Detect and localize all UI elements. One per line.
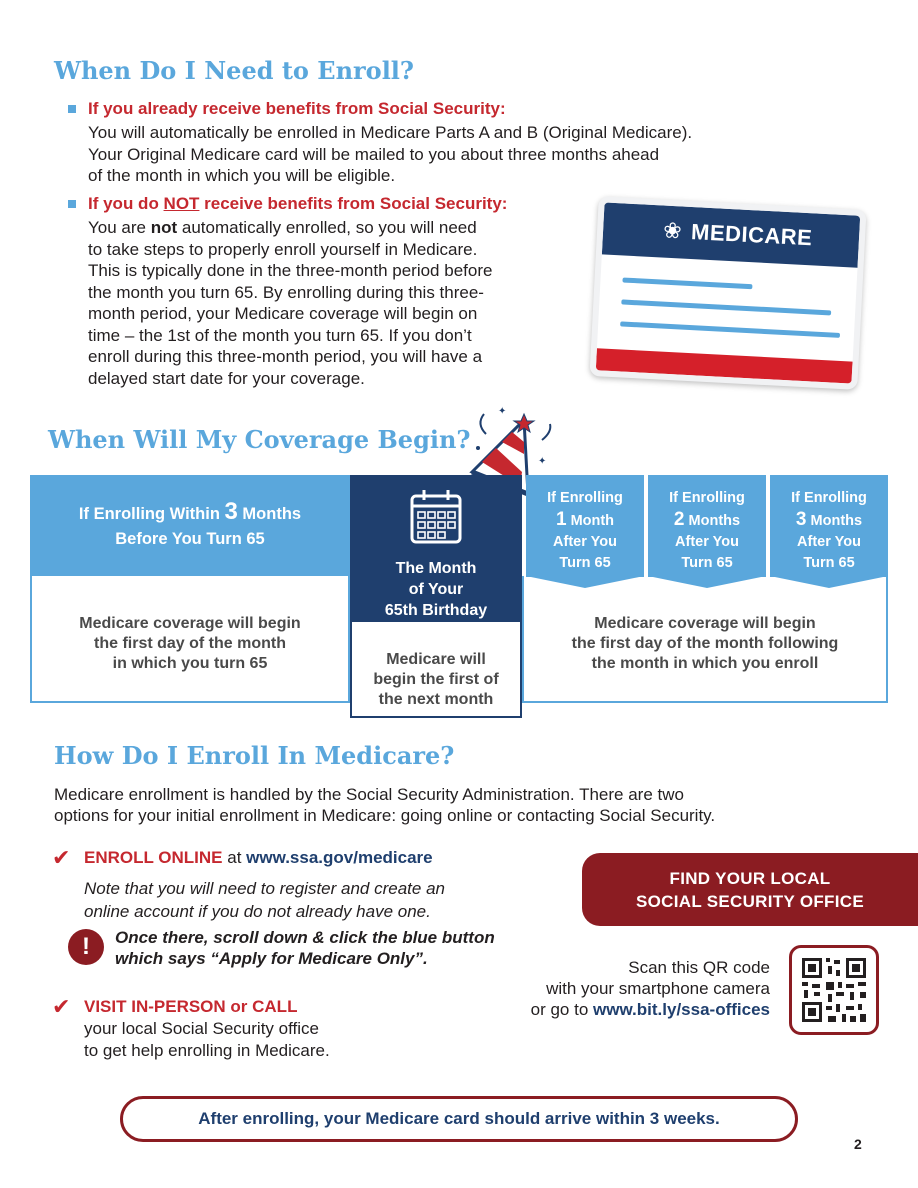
bullet2-heading-not: NOT: [163, 194, 200, 213]
enroll-online-line: [84, 848, 433, 868]
after65-3-header: [770, 475, 888, 577]
find-local-office-button[interactable]: [582, 853, 918, 926]
birthday-body-line: the next month: [378, 691, 494, 708]
bullet2-line1-pre: You are: [88, 218, 151, 237]
bullet1-text: [88, 122, 692, 187]
card-line: [620, 321, 840, 338]
bullet2-line: delayed start date for your coverage.: [88, 368, 365, 388]
bullet1-heading: If you already receive benefits from Social Security:: [88, 99, 506, 118]
after65-header-line: Turn 65: [681, 555, 733, 571]
section-title-coverage: When Will My Coverage Begin?: [48, 425, 471, 454]
bullet-icon: [68, 105, 76, 113]
after65-2-header: [648, 475, 766, 577]
bullet2-line: This is typically done in the three-month period before: [88, 261, 493, 280]
hhs-logo-icon: ❀: [662, 217, 683, 244]
bullet2-heading-pre: If you do: [88, 194, 164, 213]
qr-goto: or go to: [530, 1000, 594, 1019]
birthday-header-line: of Your: [408, 581, 464, 598]
bullet2-line: to take steps to properly enroll yourself in Medicare.: [88, 239, 478, 259]
before65-header-pre: If Enrolling Within: [78, 505, 225, 523]
after65-body-line: the month in which you enroll: [591, 655, 819, 672]
section-title-how-enroll: How Do I Enroll In Medicare?: [54, 741, 455, 770]
after65-header-unit: Month: [570, 513, 615, 529]
bullet2-line: enroll during this three-month period, you will have a: [88, 347, 483, 366]
visit-in-person: [84, 996, 330, 1062]
after65-arrows: [526, 576, 888, 590]
bullet2-line: [88, 217, 492, 239]
bullet2-line: month period, your Medicare coverage will begin on: [88, 304, 478, 323]
visit-line: your local Social Security office: [84, 1019, 319, 1038]
after65-header-line: Turn 65: [803, 555, 855, 571]
before65-body-line: the first day of the month: [94, 635, 286, 652]
before65-header-line2: Before You Turn 65: [115, 530, 265, 548]
enroll-online-label: ENROLL ONLINE: [84, 848, 223, 867]
before65-body-line: Medicare coverage will begin: [79, 615, 301, 632]
birthday-body-line: begin the first of: [373, 671, 499, 688]
find-button-line: SOCIAL SECURITY OFFICE: [636, 892, 864, 911]
qr-code: [789, 945, 879, 1035]
enroll-online-note: [84, 877, 445, 923]
bullet2-line: time – the 1st of the month you turn 65. If you don’t: [88, 325, 472, 345]
bullet1-line: Your Original Medicare card will be mailed to you about three months ahead: [88, 144, 660, 164]
before65-header: [30, 475, 350, 577]
alert-line: which says “Apply for Medicare Only”.: [115, 949, 428, 968]
section-title-enroll: When Do I Need to Enroll?: [54, 56, 414, 85]
checkmark-icon: ✔: [52, 845, 71, 870]
bullet2-line1-bold: not: [150, 218, 178, 237]
qr-instructions: [470, 957, 770, 1020]
intro-line: Medicare enrollment is handled by the Social Security Administration. There are two: [54, 785, 684, 804]
card-line: [622, 277, 752, 289]
after65-body: [522, 614, 888, 674]
before65-header-post: Months: [237, 505, 302, 523]
after65-header-line: After You: [797, 534, 861, 550]
card-line: [621, 299, 831, 315]
after65-1-header: [526, 475, 644, 577]
svg-text:✦: ✦: [538, 456, 547, 467]
qr-code-icon: [792, 948, 876, 1032]
bullet1-line: of the month in which you will be eligible.: [88, 166, 396, 185]
note-line: Note that you will need to register and create an: [84, 879, 445, 898]
bullet2-heading-post: receive benefits from Social Security:: [199, 194, 508, 213]
bullet2-line1-post: automatically enrolled, so you will need: [177, 218, 477, 237]
visit-label: VISIT IN-PERSON or CALL: [84, 997, 298, 1016]
after65-body-line: Medicare coverage will begin: [594, 615, 816, 632]
checkmark-icon: ✔: [52, 994, 71, 1019]
before65-body-line: in which you turn 65: [112, 655, 268, 672]
before65-body: [30, 614, 350, 674]
after65-header-unit: Months: [688, 513, 741, 529]
before65-header-num: 3: [224, 498, 238, 525]
medicare-card-illustration: [589, 196, 866, 390]
alert-icon: !: [68, 929, 104, 965]
alert-text: [115, 927, 495, 969]
enroll-online-at: at: [222, 848, 247, 867]
visit-line: to get help enrolling in Medicare.: [84, 1041, 330, 1060]
after65-header-line: If Enrolling: [791, 490, 867, 506]
after65-header-line: If Enrolling: [669, 490, 745, 506]
card-title: MEDICARE: [690, 219, 814, 251]
birthday-body: [350, 650, 522, 710]
birthday-header-line: The Month: [395, 560, 477, 577]
page-number: 2: [854, 1136, 862, 1152]
note-line: online account if you do not already have one.: [84, 902, 431, 921]
after65-header-num: 3: [795, 509, 807, 530]
intro-line: options for your initial enrollment in Medicare: going online or contacting Social Security.: [54, 806, 716, 825]
after65-header-num: 1: [555, 509, 567, 530]
ssa-medicare-link[interactable]: www.ssa.gov/medicare: [246, 848, 433, 867]
bullet2-heading: [88, 194, 507, 214]
birthday-header-line: 65th Birthday: [384, 602, 488, 619]
after65-header-line: After You: [675, 534, 739, 550]
bullet2-text: [88, 217, 492, 389]
after65-body-line: the first day of the month following: [571, 635, 839, 652]
after65-header-line: If Enrolling: [547, 490, 623, 506]
qr-line: Scan this QR code: [628, 958, 770, 977]
bullet1-line: You will automatically be enrolled in Medicare Parts A and B (Original Medicare).: [88, 123, 693, 142]
after65-header-unit: Months: [810, 513, 863, 529]
after65-header-line: Turn 65: [559, 555, 611, 571]
svg-text:✦: ✦: [498, 406, 507, 417]
find-button-line: FIND YOUR LOCAL: [669, 869, 831, 888]
alert-line: Once there, scroll down & click the blue button: [115, 928, 495, 947]
qr-line: with your smartphone camera: [546, 979, 770, 998]
arrival-note: After enrolling, your Medicare card should arrive within 3 weeks.: [120, 1096, 798, 1142]
bullet2-line: the month you turn 65. By enrolling during this three-: [88, 282, 484, 302]
after65-header-line: After You: [553, 534, 617, 550]
bullet-icon: [68, 200, 76, 208]
ssa-offices-link[interactable]: www.bit.ly/ssa-offices: [593, 1000, 770, 1019]
enroll-intro: [54, 784, 874, 826]
calendar-icon: [408, 488, 464, 546]
birthday-body-line: Medicare will: [386, 651, 486, 668]
after65-header-num: 2: [673, 509, 685, 530]
